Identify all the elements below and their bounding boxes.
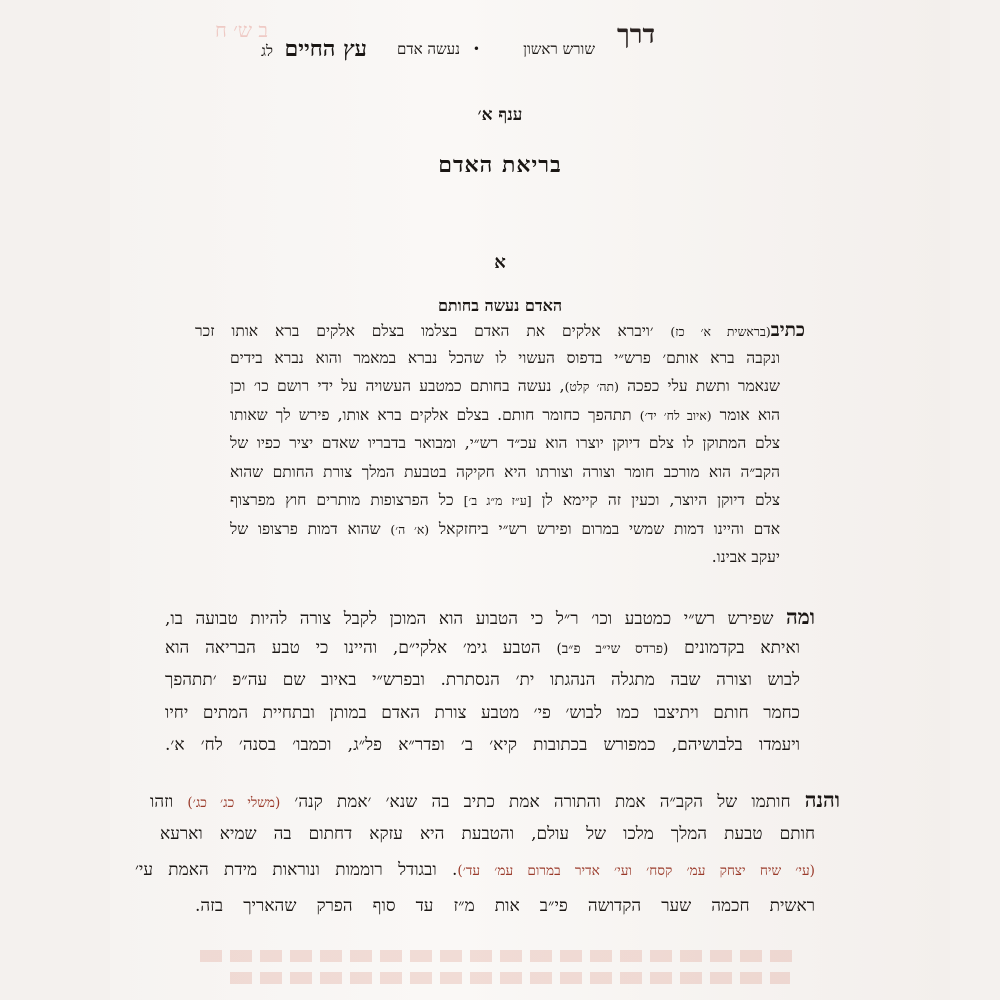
line-text: ונקבה ברא אותם׳ פרש״י בדפוס העשוי לו שהכל נברא במאמר והוא נברא בידים — [230, 348, 780, 367]
source-reference: [ע״ז מ״ג ב׳] — [463, 493, 532, 508]
text-line — [230, 491, 780, 519]
line-text: הוא אומר — [711, 405, 780, 424]
source-reference: (איוב לח׳ יד׳) — [639, 407, 712, 423]
page-number: לג — [261, 42, 273, 60]
line-text: לבוש וצורה שבה מתגלה הנהגתו ית׳ הנסתרת. ובפרש״י באיוב שם עה״פ ׳תתהפך — [165, 670, 800, 690]
text-line — [135, 860, 815, 894]
next-page-bleed-through — [200, 950, 800, 962]
line-text: ואיתא בקדמונים — [668, 637, 800, 658]
running-header — [225, 36, 595, 68]
line-text: שנאמר ותשת עלי כפכה — [618, 377, 780, 395]
source-reference: (תה׳ קלט) — [564, 379, 619, 394]
header-top-word: דרך — [616, 20, 655, 50]
header-separator: • — [472, 42, 480, 56]
line-text: כל הפרצופות מותרים חוץ מפרצוף — [230, 491, 464, 509]
line-text: צלם דיוקן היוצר, וכעין זה קיימא לן — [531, 491, 780, 509]
text-line — [150, 788, 840, 822]
header-book-title: עץ החיים — [284, 36, 367, 62]
lead-word: כתיב — [770, 320, 805, 341]
line-text: שפירש רש״י כמטבע וכו׳ ר״ל כי הטבוע הוא המוכן לקבל צורה להיות טבועה בו, — [165, 609, 786, 629]
line-text: חותמו של הקב״ה אמת והתורה אמת כתיב בה שנא׳ ׳אמת קנה׳ — [280, 792, 805, 812]
text-line — [195, 896, 815, 930]
source-reference: (פרדס שי״ב פ״ב) — [556, 640, 669, 657]
text-line — [230, 406, 780, 434]
text-line — [160, 824, 815, 858]
lead-word: ומה — [785, 605, 815, 629]
line-text: ׳ויברא אלקים את האדם בצלמו בצלם אלקים ברא אותו זכר — [195, 322, 671, 340]
line-text: צלם המתוקן לו צלם דיוקן יוצרו הוא עכ״ד רש״י, ומבואר בדבריו שאדם יציר כפיו של — [230, 434, 780, 452]
header-ghost-word: ב ש׳ ח — [215, 18, 268, 42]
line-text: חותם טבעת המלך מלכו של עולם, והטבעת היא עזקא דחתום בה שמיא וארעא — [160, 824, 815, 844]
line-text: יעקב אבינו. — [711, 548, 780, 566]
header-section: שורש ראשון — [523, 40, 595, 58]
section-subtitle: האדם נעשה בחותם — [437, 296, 563, 315]
line-text: ויעמדו בלבושיהם, כמפורש בכתובות קיא׳ ב׳ ופדר״א פל״ג, וכמבו׳ בסנה׳ לח׳ א׳. — [165, 735, 800, 755]
source-reference: (משלי כג׳ כג׳) — [187, 795, 281, 811]
text-line — [230, 349, 780, 377]
source-reference: (א׳ ה׳) — [390, 521, 430, 537]
line-text: שהוא דמות פרצופו של — [230, 519, 391, 538]
line-text: , נעשה בחותם כמטבע העשויה על ידי רושם כו׳ וכן — [230, 377, 565, 395]
topic-title: בריאת האדם — [438, 152, 562, 178]
text-line — [165, 735, 800, 767]
header-chapter-topic: נעשה אדם — [397, 40, 460, 58]
text-line — [230, 377, 780, 405]
source-reference: (עי׳ שיח יצחק עמ׳ קסח׳ ועי׳ אדיר במרום עמ׳ עד׳) — [457, 863, 815, 879]
text-line — [230, 434, 780, 462]
line-text: תתהפך כחומר חותם. בצלם אלקים ברא אותו, פירש לך שאותו — [230, 405, 640, 424]
line-text: הקב״ה הוא מורכב חומר וצורה וצורתו היא חקיקה בטבעת המלך צורת החותם שהוא — [230, 462, 780, 481]
next-page-bleed-through — [230, 972, 790, 984]
lead-word: והנה — [804, 788, 840, 812]
line-text: כחמר חותם ויתיצבו כמו לבוש׳ פי׳ מטבע צורת האדם במותן ובתחיית המתים יחיו — [165, 702, 800, 723]
text-line — [430, 548, 780, 576]
text-line — [165, 703, 800, 735]
text-line — [165, 605, 815, 637]
text-line — [165, 638, 800, 670]
section-letter: א — [494, 252, 506, 273]
text-line — [195, 320, 805, 348]
line-text: ראשית חכמה שער הקדושה פי״ב אות מ״ז עד סוף הפרק שהאריך בזה. — [195, 896, 815, 916]
text-line — [230, 520, 780, 548]
branch-title: ענף א׳ — [477, 105, 523, 125]
source-reference: (בראשית א׳ כז) — [670, 324, 771, 339]
line-text: וזהו — [150, 792, 188, 812]
line-text: אדם והיינו דמות שמשי במרום ופירש רש״י ביחזקאל — [429, 519, 780, 538]
text-line — [165, 670, 800, 702]
line-text: . ובגודל רוממות ונוראות מידת האמת עי׳ — [135, 860, 458, 880]
text-line — [230, 463, 780, 491]
line-text: הטבע גימ׳ אלקי״ם, והיינו כי טבע הבריאה הוא — [165, 637, 557, 658]
